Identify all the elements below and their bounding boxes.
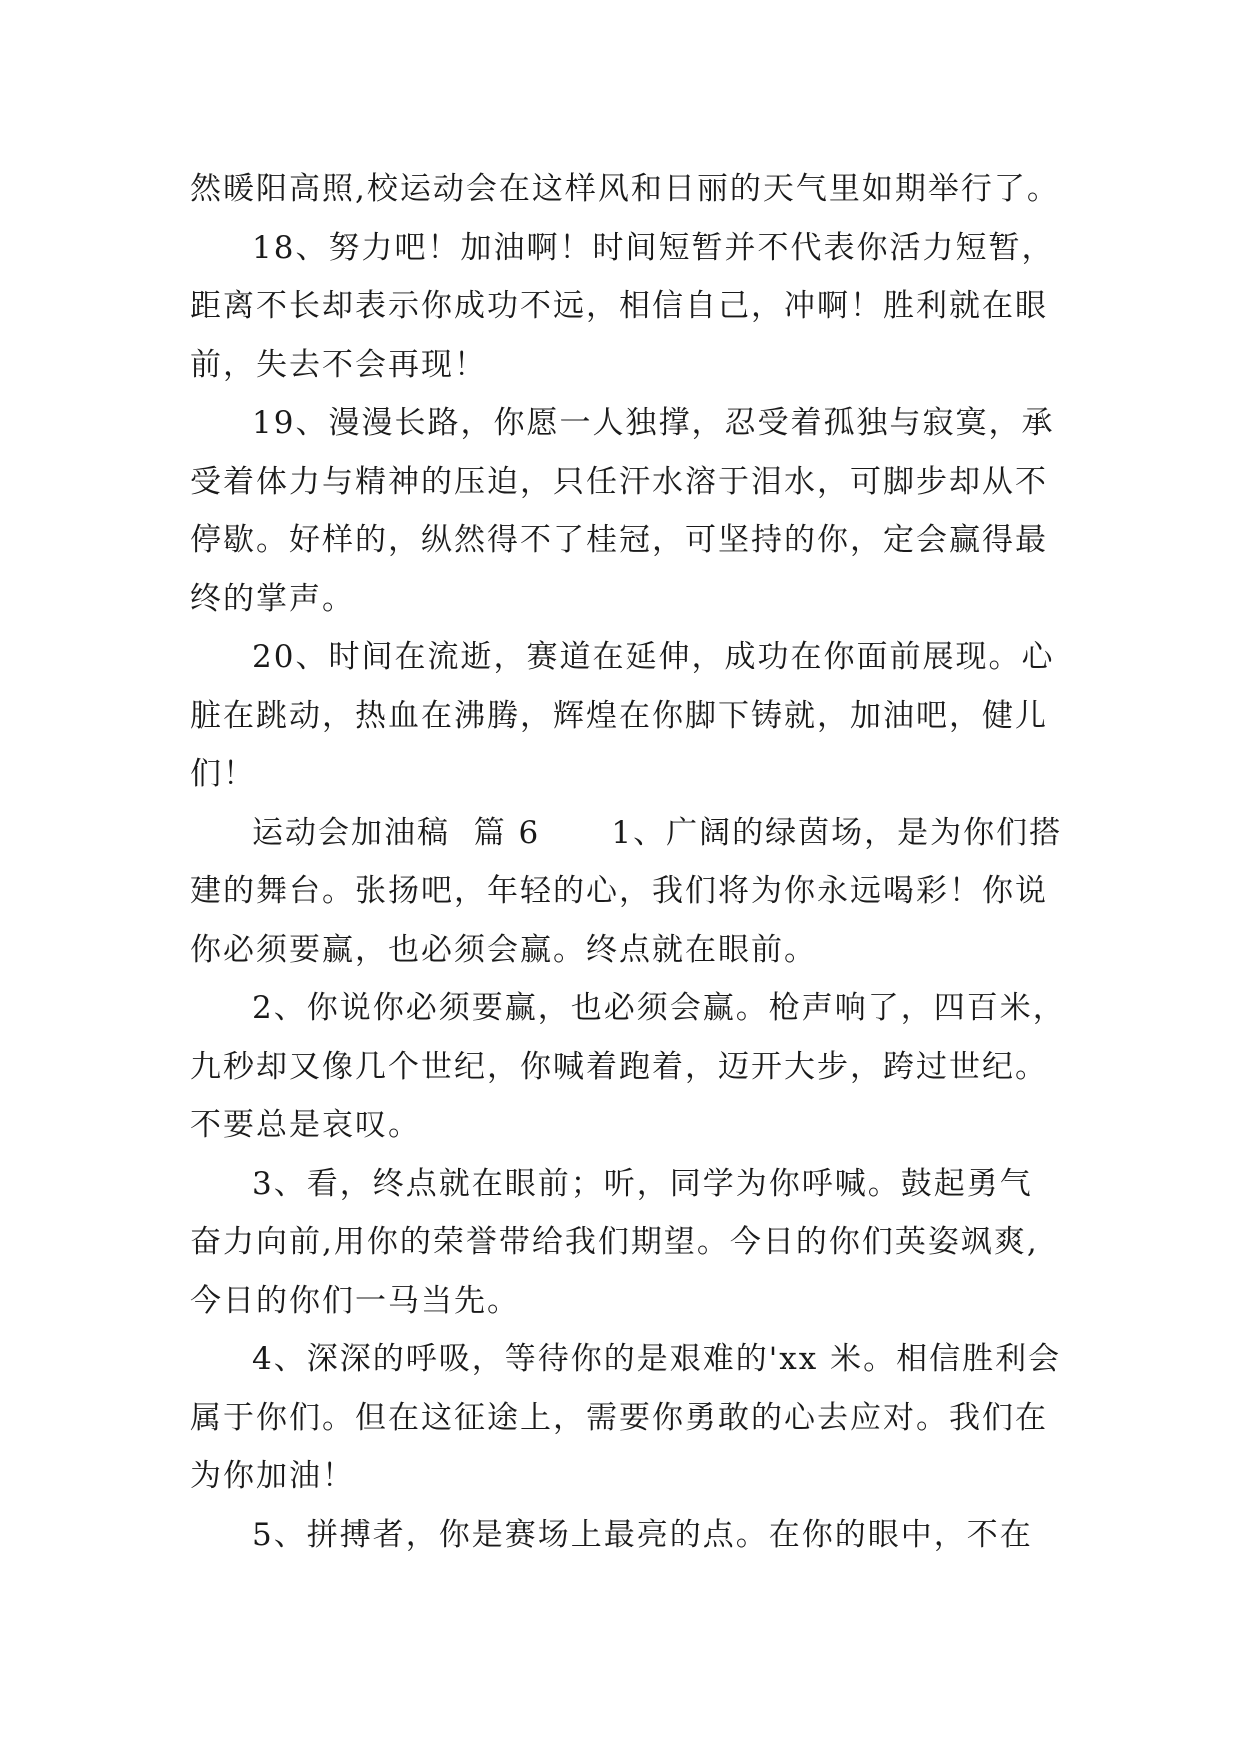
text-line: 们！	[190, 756, 256, 792]
text-line: 18、努力吧！加油啊！时间短暂并不代表你活力短暂，	[252, 229, 1055, 266]
section-heading-line: 运动会加油稿 篇 6 1、广阔的绿茵场，是为你们搭	[252, 814, 1063, 851]
text-line: 距离不长却表示你成功不远，相信自己，冲啊！胜利就在眼	[190, 288, 1048, 324]
text-line: 2、你说你必须要赢，也必须会赢。枪声响了，四百米，	[252, 990, 1066, 1026]
text-line: 4、深深的呼吸，等待你的是艰难的'xx 米。相信胜利会	[252, 1341, 1062, 1377]
text-line: 3、看，终点就在眼前；听，同学为你呼喊。鼓起勇气	[252, 1165, 1033, 1202]
text-line: 奋力向前,用你的荣誉带给我们期望。今日的你们英姿飒爽,	[190, 1224, 1039, 1260]
text-line: 20、时间在流逝，赛道在延伸，成功在你面前展现。心	[252, 639, 1055, 675]
text-line: 不要总是哀叹。	[190, 1107, 421, 1143]
text-line: 九秒却又像几个世纪，你喊着跑着，迈开大步，跨过世纪。	[190, 1048, 1048, 1085]
text-line: 5、拼搏者，你是赛场上最亮的点。在你的眼中，不在	[252, 1516, 1033, 1553]
text-line: 脏在跳动，热血在沸腾，辉煌在你脚下铸就，加油吧，健儿	[190, 697, 1048, 734]
text-line: 前，失去不会再现！	[190, 346, 487, 383]
text-line: 为你加油！	[190, 1458, 355, 1494]
document-body	[190, 160, 1090, 1564]
text-line: 受着体力与精神的压迫，只任汗水溶于泪水，可脚步却从不	[190, 463, 1048, 500]
text-line: 今日的你们一马当先。	[190, 1282, 520, 1319]
text-line: 建的舞台。张扬吧，年轻的心，我们将为你永远喝彩！你说	[190, 873, 1048, 909]
text-line: 19、漫漫长路，你愿一人独撑，忍受着孤独与寂寞，承	[252, 405, 1055, 441]
text-line: 终的掌声。	[190, 580, 355, 617]
text-line: 然暖阳高照,校运动会在这样风和日丽的天气里如期举行了。	[190, 171, 1060, 207]
text-line: 停歇。好样的，纵然得不了桂冠，可坚持的你，定会赢得最	[190, 522, 1048, 558]
text-line: 你必须要赢，也必须会赢。终点就在眼前。	[190, 931, 817, 968]
text-line: 属于你们。但在这征途上，需要你勇敢的心去应对。我们在	[190, 1399, 1048, 1436]
